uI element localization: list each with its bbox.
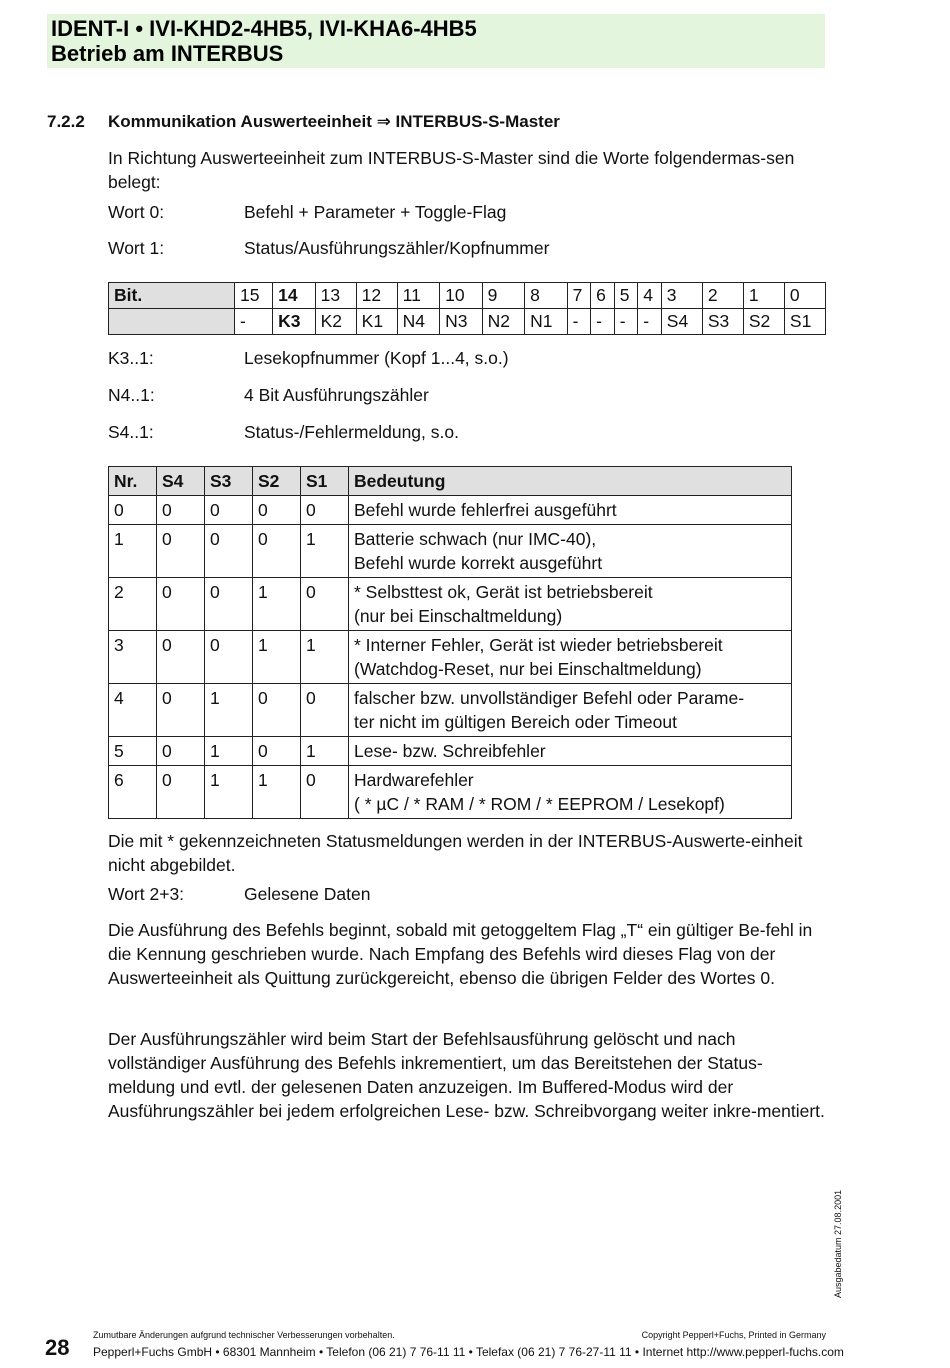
cell-nr: 2 <box>109 578 157 631</box>
cell-nr: 4 <box>109 684 157 737</box>
table-row <box>109 578 792 631</box>
bit-value: - <box>591 309 615 335</box>
meaning-line: Hardwarefehler <box>354 770 474 790</box>
cell-s2: 0 <box>253 737 301 766</box>
bit-cell: 10 <box>440 283 482 309</box>
cell-bedeutung <box>349 684 792 737</box>
legend-s-value: Status-/Fehlermeldung, s.o. <box>244 422 459 442</box>
legend-k-value: Lesekopfnummer (Kopf 1...4, s.o.) <box>244 348 509 368</box>
bit-cell: 4 <box>638 283 662 309</box>
bit-value: - <box>638 309 662 335</box>
bit-table <box>108 282 826 335</box>
cell-s2: 1 <box>253 578 301 631</box>
cell-s3: 0 <box>205 578 253 631</box>
meaning-line: * Selbsttest ok, Gerät ist betriebsbereit <box>354 582 653 602</box>
cell-bedeutung <box>349 631 792 684</box>
cell-s3: 0 <box>205 496 253 525</box>
cell-s3: 0 <box>205 525 253 578</box>
cell-s1: 0 <box>301 684 349 737</box>
bit-value: K1 <box>356 309 397 335</box>
cell-s4: 0 <box>157 737 205 766</box>
bit-number-row <box>109 283 826 309</box>
cell-nr: 3 <box>109 631 157 684</box>
cell-bedeutung <box>349 578 792 631</box>
status-header-row <box>109 467 792 496</box>
cell-nr: 5 <box>109 737 157 766</box>
word1-value: Status/Ausführungszähler/Kopfnummer <box>244 238 550 258</box>
bit-cell: 7 <box>567 283 591 309</box>
issue-date: Ausgabedatum 27.08.2001 <box>833 1189 843 1298</box>
paragraph-counter: Der Ausführungszähler wird beim Start der Befehlsausführung gelöscht und nach vollständiger Ausführung des Befehls inkrementiert, um das Bereitstehen der Status-meldung und evtl. der gelesenen Daten anzuzeigen. Im Buffered-Modus wird der Ausführungszähler bei jedem erfolgreichen Lese- bzw. Schreibvorgang weiter inkre-mentiert. <box>108 1029 825 1121</box>
cell-s3: 1 <box>205 684 253 737</box>
cell-nr: 6 <box>109 766 157 819</box>
bit-cell: 3 <box>661 283 702 309</box>
bit-cell: 8 <box>525 283 567 309</box>
bit-value: S1 <box>784 309 825 335</box>
word23-key: Wort 2+3: <box>108 884 185 904</box>
col-nr: Nr. <box>109 467 157 496</box>
bit-value: N1 <box>525 309 567 335</box>
bit-value: N3 <box>440 309 482 335</box>
page-number: 28 <box>45 1335 70 1360</box>
bit-value: K3 <box>273 309 315 335</box>
meaning-line: falscher bzw. unvollständiger Befehl oder Parame- <box>354 688 745 708</box>
section-title: Kommunikation Auswerteeinheit ⇒ INTERBUS-S-Master <box>108 112 560 131</box>
cell-s4: 0 <box>157 684 205 737</box>
meaning-line: ter nicht im gültigen Bereich oder Timeout <box>354 712 677 732</box>
bit-value-row <box>109 309 826 335</box>
cell-s4: 0 <box>157 766 205 819</box>
legend-s-key: S4..1: <box>108 422 154 442</box>
meaning-line: Befehl wurde fehlerfrei ausgeführt <box>354 500 617 520</box>
cell-s1: 1 <box>301 631 349 684</box>
word23-value: Gelesene Daten <box>244 884 371 904</box>
col-s2: S2 <box>253 467 301 496</box>
bit-cell: 0 <box>784 283 825 309</box>
bit-cell: 6 <box>591 283 615 309</box>
bit-cell: 2 <box>702 283 743 309</box>
asterisk-note: Die mit * gekennzeichneten Statusmeldungen werden in der INTERBUS-Auswerte-einheit nicht abgebildet. <box>108 831 803 875</box>
cell-bedeutung <box>349 525 792 578</box>
cell-bedeutung <box>349 737 792 766</box>
meaning-line: Befehl wurde korrekt ausgeführt <box>354 553 603 573</box>
cell-nr: 0 <box>109 496 157 525</box>
footer-disclaimer: Zumutbare Änderungen aufgrund technischer Verbesserungen vorbehalten. <box>93 1330 395 1340</box>
legend-n-key: N4..1: <box>108 385 155 405</box>
meaning-line: Batterie schwach (nur IMC-40), <box>354 529 597 549</box>
table-row <box>109 766 792 819</box>
cell-s3: 1 <box>205 766 253 819</box>
bit-label: Bit. <box>109 283 235 309</box>
bit-cell: 12 <box>356 283 397 309</box>
cell-nr: 1 <box>109 525 157 578</box>
meaning-line: (Watchdog-Reset, nur bei Einschaltmeldung) <box>354 659 702 679</box>
table-row <box>109 684 792 737</box>
bit-value: S2 <box>743 309 784 335</box>
bit-value: N2 <box>482 309 524 335</box>
legend-n-value: 4 Bit Ausführungszähler <box>244 385 429 405</box>
cell-s1: 1 <box>301 737 349 766</box>
table-row <box>109 737 792 766</box>
meaning-line: ( * µC / * RAM / * ROM / * EEPROM / Lesekopf) <box>354 794 725 814</box>
cell-s4: 0 <box>157 631 205 684</box>
cell-s2: 1 <box>253 631 301 684</box>
col-s1: S1 <box>301 467 349 496</box>
table-row <box>109 496 792 525</box>
table-row <box>109 525 792 578</box>
bit-cell: 15 <box>235 283 273 309</box>
bit-value: - <box>567 309 591 335</box>
bit-cell: 14 <box>273 283 315 309</box>
cell-s4: 0 <box>157 496 205 525</box>
meaning-line: * Interner Fehler, Gerät ist wieder betriebsbereit <box>354 635 723 655</box>
table-row <box>109 631 792 684</box>
bit-cell: 1 <box>743 283 784 309</box>
col-s4: S4 <box>157 467 205 496</box>
cell-s1: 0 <box>301 766 349 819</box>
bit-value: N4 <box>397 309 439 335</box>
cell-s4: 0 <box>157 578 205 631</box>
cell-s2: 1 <box>253 766 301 819</box>
cell-s2: 0 <box>253 525 301 578</box>
intro-paragraph: In Richtung Auswerteeinheit zum INTERBUS-S-Master sind die Worte folgendermas-sen belegt: <box>108 148 795 192</box>
cell-s4: 0 <box>157 525 205 578</box>
document-title: IDENT-I • IVI-KHD2-4HB5, IVI-KHA6-4HB5 <box>51 16 477 41</box>
cell-bedeutung <box>349 766 792 819</box>
cell-s1: 0 <box>301 496 349 525</box>
bit-value: - <box>614 309 638 335</box>
cell-s1: 1 <box>301 525 349 578</box>
status-table <box>108 466 792 819</box>
header-band <box>47 14 825 68</box>
cell-s1: 0 <box>301 578 349 631</box>
meaning-line: (nur bei Einschaltmeldung) <box>354 606 563 626</box>
cell-bedeutung <box>349 496 792 525</box>
footer-address: Pepperl+Fuchs GmbH • 68301 Mannheim • Telefon (06 21) 7 76-11 11 • Telefax (06 21) 7 76-27-11 11 • Internet http://www.pepperl-fuchs.com <box>93 1345 844 1359</box>
cell-s3: 1 <box>205 737 253 766</box>
col-s3: S3 <box>205 467 253 496</box>
bit-label-empty <box>109 309 235 335</box>
cell-s2: 0 <box>253 684 301 737</box>
cell-s3: 0 <box>205 631 253 684</box>
paragraph-execution: Die Ausführung des Befehls beginnt, sobald mit getoggeltem Flag „T“ ein gültiger Be-fehl in die Kennung geschrieben wurde. Nach Empfang des Befehls wird dieses Flag von der Auswerteeinheit als Quittung zurückgereicht, ebenso die übrigen Felder des Wortes 0. <box>108 920 813 988</box>
bit-cell: 11 <box>397 283 439 309</box>
section-number: 7.2.2 <box>47 112 85 131</box>
bit-value: S4 <box>661 309 702 335</box>
bit-value: S3 <box>702 309 743 335</box>
col-bedeutung: Bedeutung <box>349 467 792 496</box>
bit-cell: 5 <box>614 283 638 309</box>
meaning-line: Lese- bzw. Schreibfehler <box>354 741 546 761</box>
footer-copyright: Copyright Pepperl+Fuchs, Printed in Germany <box>641 1330 826 1340</box>
bit-cell: 13 <box>315 283 356 309</box>
legend-k-key: K3..1: <box>108 348 154 368</box>
word0-value: Befehl + Parameter + Toggle-Flag <box>244 202 507 222</box>
word1-key: Wort 1: <box>108 238 165 258</box>
document-subtitle: Betrieb am INTERBUS <box>51 41 284 66</box>
bit-value: K2 <box>315 309 356 335</box>
bit-cell: 9 <box>482 283 524 309</box>
cell-s2: 0 <box>253 496 301 525</box>
word0-key: Wort 0: <box>108 202 165 222</box>
bit-value: - <box>235 309 273 335</box>
